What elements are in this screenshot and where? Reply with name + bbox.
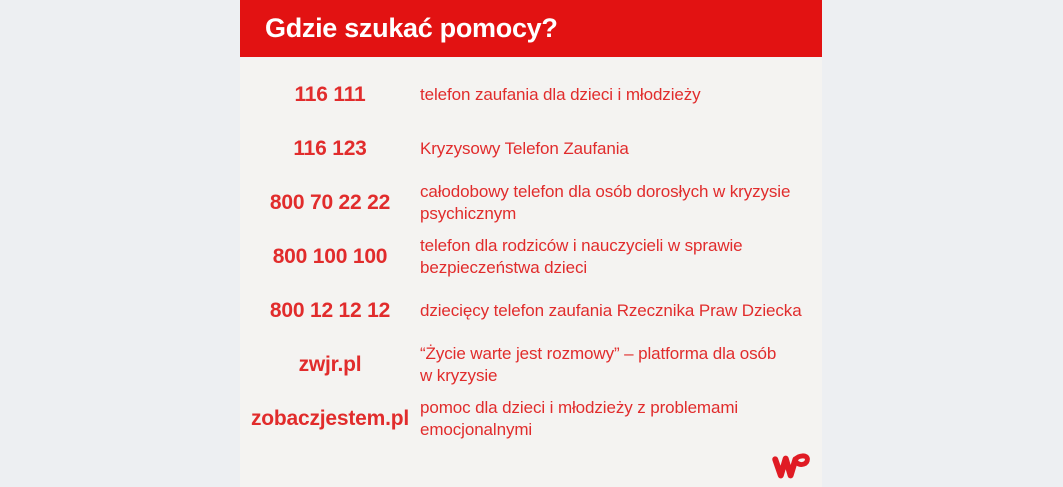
header-banner [240, 0, 822, 57]
helpline-row [240, 338, 822, 392]
helpline-row [240, 392, 822, 446]
helpline-row [240, 68, 822, 122]
helpline-description: “Życie warte jest rozmowy” – platforma dla osób w kryzysie [420, 344, 777, 385]
wp-logo-icon [771, 453, 813, 481]
helpline-list [240, 57, 822, 446]
helpline-description: pomoc dla dzieci i młodzieży z problemami emocjonalnymi [420, 398, 739, 439]
helpline-number: 116 111 [294, 83, 366, 106]
helpline-description: telefon dla rodziców i nauczycieli w sprawie bezpieczeństwa dzieci [420, 236, 743, 277]
helpline-row [240, 122, 822, 176]
helpline-description: Kryzysowy Telefon Zaufania [420, 139, 629, 158]
helpline-row [240, 176, 822, 230]
helpline-row [240, 284, 822, 338]
helpline-panel [240, 0, 822, 487]
helpline-number: 116 123 [293, 137, 367, 160]
helpline-number: 800 70 22 22 [269, 191, 391, 214]
page-title: Gdzie szukać pomocy? [265, 13, 558, 43]
helpline-description: telefon zaufania dla dzieci i młodzieży [420, 85, 701, 104]
helpline-description: dziecięcy telefon zaufania Rzecznika Praw Dziecka [420, 301, 802, 320]
helpline-number: 800 12 12 12 [269, 299, 391, 322]
helpline-website: zobaczjestem.pl [250, 407, 410, 430]
helpline-description: całodobowy telefon dla osób dorosłych w kryzysie psychicznym [420, 182, 791, 223]
helpline-website: zwjr.pl [298, 353, 362, 376]
helpline-row [240, 230, 822, 284]
helpline-number: 800 100 100 [272, 245, 388, 268]
